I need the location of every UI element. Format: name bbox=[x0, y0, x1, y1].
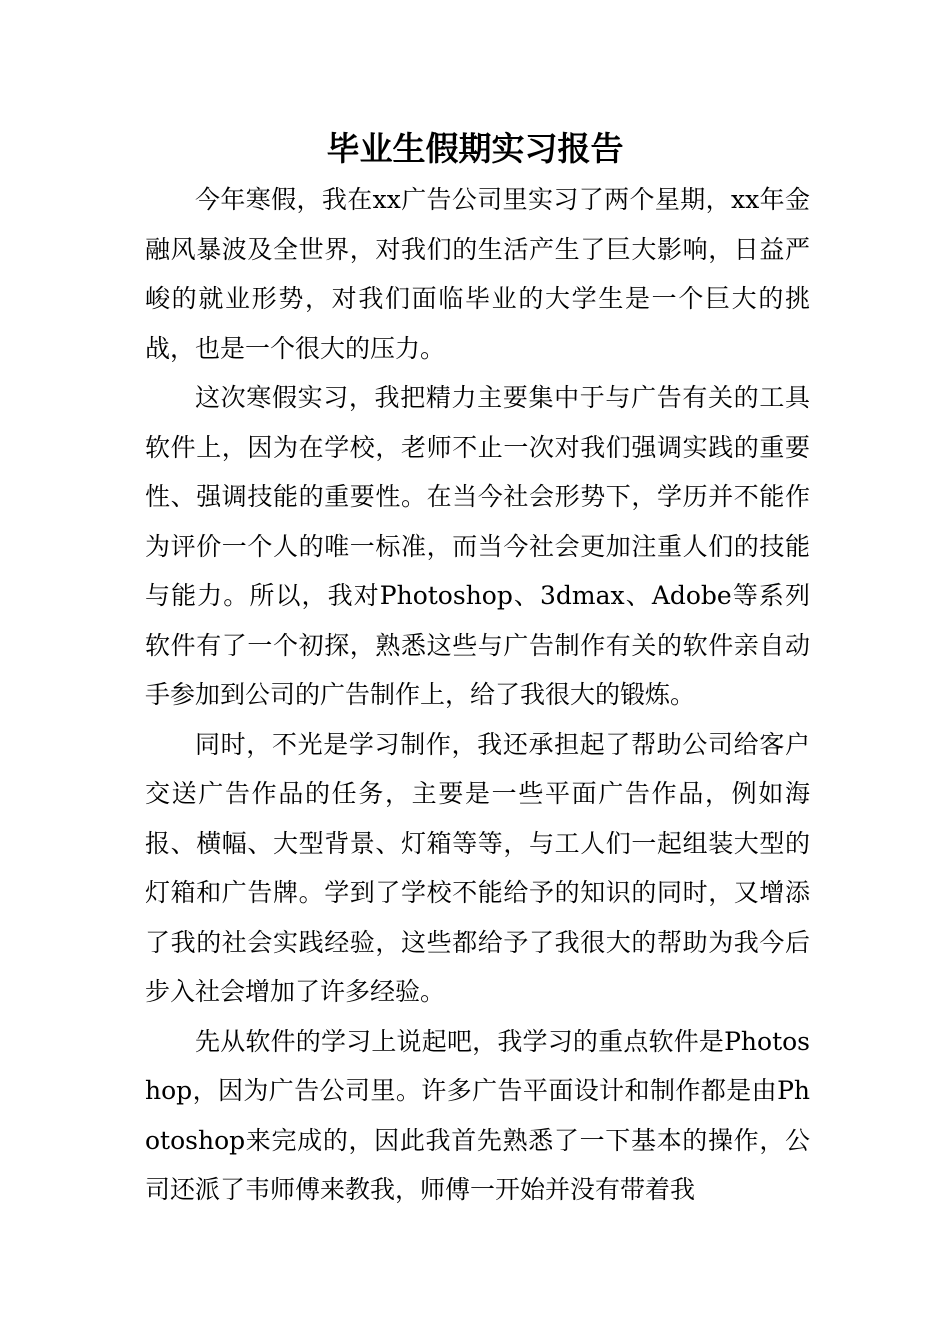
paragraph-3: 同时，不光是学习制作，我还承担起了帮助公司给客户交送广告作品的任务，主要是一些平面广告作品，例如海报、横幅、大型背景、灯箱等等，与工人们一起组装大型的灯箱和广告牌。学到了学校不能给予的知识的同时，又增添了我的社会实践经验，这些都给予了我很大的帮助为我今后步入社会增加了许多经验。 bbox=[145, 729, 810, 1006]
paragraph-2: 这次寒假实习，我把精力主要集中于与广告有关的工具软件上，因为在学校，老师不止一次对我们强调实践的重要性、强调技能的重要性。在当今社会形势下，学历并不能作为评价一个人的唯一标准，而当今社会更加注重人们的技能与能力。所以，我对Photoshop、3dmax、Adobe等系列软件有了一个初探，熟悉这些与广告制作有关的软件亲自动手参加到公司的广告制作上，给了我很大的锻炼。 bbox=[145, 383, 810, 709]
paragraph-1: 今年寒假，我在xx广告公司里实习了两个星期，xx年金融风暴波及全世界，对我们的生活产生了巨大影响，日益严峻的就业形势，对我们面临毕业的大学生是一个巨大的挑战，也是一个很大的压力。 bbox=[145, 185, 810, 363]
paragraph-4: 先从软件的学习上说起吧，我学习的重点软件是Photoshop，因为广告公司里。许多广告平面设计和制作都是由Photoshop来完成的，因此我首先熟悉了一下基本的操作，公司还派了韦师傅来教我，师傅一开始并没有带着我 bbox=[145, 1026, 810, 1204]
document-body bbox=[145, 175, 810, 1215]
document-title: 毕业生假期实习报告 bbox=[326, 129, 624, 168]
